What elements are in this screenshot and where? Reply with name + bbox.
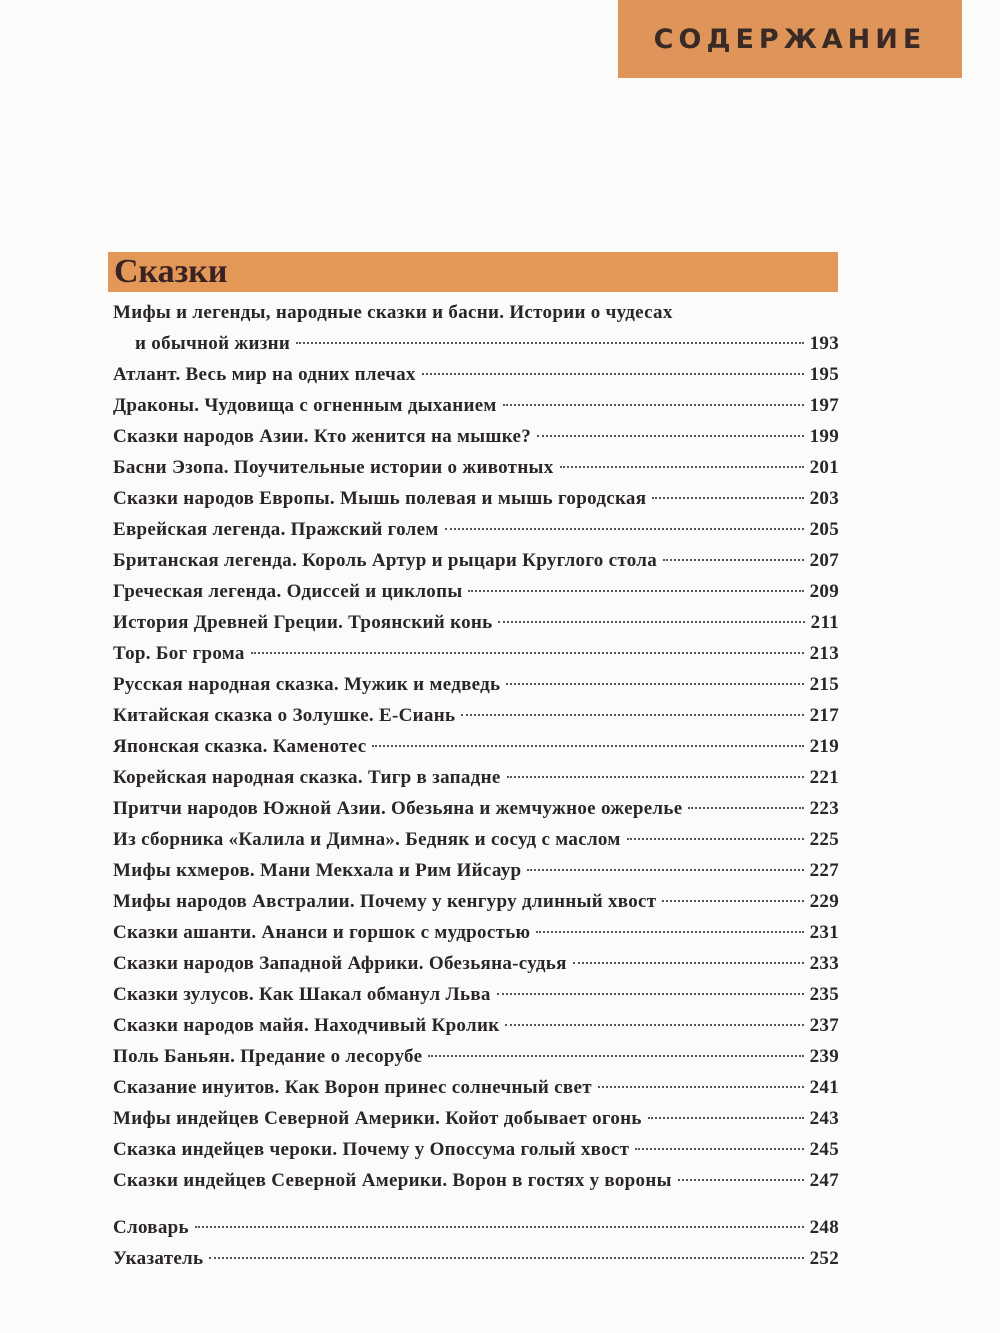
dot-leader — [497, 993, 804, 995]
toc-entry-title: Атлант. Весь мир на одних плечах — [113, 364, 416, 385]
toc-entry-page: 245 — [809, 1139, 839, 1160]
toc-entry[interactable] — [113, 390, 839, 421]
toc-entry-title: Сказки индейцев Северной Америки. Ворон в гостях у вороны — [113, 1170, 672, 1191]
toc-entry-page: 195 — [809, 364, 839, 385]
dot-leader — [461, 714, 803, 716]
toc-entry-page: 231 — [809, 922, 839, 943]
toc-entry[interactable] — [113, 545, 839, 576]
toc-entry-line: Мифы и легенды, народные сказки и басни. Истории о чудесах — [113, 302, 673, 323]
toc-entry-page: 219 — [809, 736, 839, 757]
toc-entry-page: 221 — [809, 767, 839, 788]
dot-leader — [372, 745, 803, 747]
toc-entry-title: Греческая легенда. Одиссей и циклопы — [113, 581, 463, 602]
dot-leader — [678, 1179, 804, 1181]
toc-entry-page: 209 — [809, 581, 839, 602]
dot-leader — [663, 559, 804, 561]
toc-entry-title: Сказки народов майя. Находчивый Кролик — [113, 1015, 500, 1036]
toc-entry-page: 235 — [809, 984, 839, 1005]
toc-entry-title: и обычной жизни — [135, 333, 291, 354]
dot-leader — [635, 1148, 803, 1150]
toc-entry-page: 227 — [809, 860, 839, 881]
toc-entry-page: 252 — [809, 1248, 839, 1269]
dot-leader — [652, 497, 803, 499]
toc-entry-title: Из сборника «Калила и Димна». Бедняк и сосуд с маслом — [113, 829, 621, 850]
toc-entry-title: Мифы индейцев Северной Америки. Койот добывает огонь — [113, 1108, 642, 1129]
toc-entry[interactable] — [113, 762, 839, 793]
dot-leader — [527, 869, 803, 871]
contents-header — [618, 0, 962, 78]
toc-entry-page: 239 — [809, 1046, 839, 1067]
toc-entry-title: Басни Эзопа. Поучительные истории о животных — [113, 457, 554, 478]
toc-entry-page: 197 — [809, 395, 839, 416]
dot-leader — [468, 590, 803, 592]
dot-leader — [648, 1117, 804, 1119]
dot-leader — [505, 1024, 803, 1026]
toc-entry-title: Русская народная сказка. Мужик и медведь — [113, 674, 501, 695]
toc-entry-title: Мифы кхмеров. Мани Мекхала и Рим Ийсаур — [113, 860, 522, 881]
toc-entry-page: 225 — [809, 829, 839, 850]
dot-leader — [506, 683, 803, 685]
toc-entry-title: Тор. Бог грома — [113, 643, 245, 664]
toc-entry[interactable] — [113, 979, 839, 1010]
toc-entry-title: Сказки народов Азии. Кто женится на мышке? — [113, 426, 532, 447]
toc-entry[interactable] — [113, 855, 839, 886]
dot-leader — [560, 466, 804, 468]
toc-entry[interactable] — [113, 1010, 839, 1041]
toc-entry[interactable] — [113, 1072, 839, 1103]
toc-entry-title: Японская сказка. Каменотес — [113, 736, 367, 757]
toc-entry-title: Китайская сказка о Золушке. Е-Сиань — [113, 705, 456, 726]
toc-entry[interactable] — [113, 359, 839, 390]
toc-entry[interactable] — [113, 700, 839, 731]
toc-entry-page: 223 — [809, 798, 839, 819]
toc-entry[interactable] — [113, 793, 839, 824]
dot-leader — [195, 1226, 804, 1228]
dot-leader — [688, 807, 803, 809]
dot-leader — [428, 1055, 803, 1057]
toc-entry[interactable] — [113, 483, 839, 514]
toc-entry-title: Еврейская легенда. Пражский голем — [113, 519, 439, 540]
contents-title: СОДЕРЖАНИЕ — [653, 23, 927, 55]
toc-entry-title: Драконы. Чудовища с огненным дыханием — [113, 395, 497, 416]
toc-entry-title: Притчи народов Южной Азии. Обезьяна и жемчужное ожерелье — [113, 798, 683, 819]
toc-entry[interactable] — [113, 1165, 839, 1196]
toc-entry-page: 201 — [809, 457, 839, 478]
table-of-contents — [113, 297, 839, 1274]
toc-entry[interactable] — [113, 731, 839, 762]
toc-entry-title: Сказки зулусов. Как Шакал обманул Льва — [113, 984, 491, 1005]
toc-entry-title: Сказки народов Западной Африки. Обезьяна-судья — [113, 953, 567, 974]
toc-entry-page: 237 — [809, 1015, 839, 1036]
toc-entry[interactable] — [113, 1243, 839, 1274]
toc-entry[interactable] — [113, 1103, 839, 1134]
toc-entry[interactable] — [113, 607, 839, 638]
toc-entry[interactable] — [113, 1212, 839, 1243]
dot-leader — [627, 838, 804, 840]
dot-leader — [598, 1086, 804, 1088]
toc-entry-page: 193 — [809, 333, 839, 354]
toc-entry-page: 207 — [809, 550, 839, 571]
toc-entry-page: 213 — [809, 643, 839, 664]
toc-entry-page: 248 — [809, 1217, 839, 1238]
toc-entry-page: 217 — [809, 705, 839, 726]
toc-entry-page: 241 — [809, 1077, 839, 1098]
toc-entry-title: Сказание инуитов. Как Ворон принес солнечный свет — [113, 1077, 592, 1098]
toc-entry-page: 247 — [809, 1170, 839, 1191]
dot-leader — [251, 652, 804, 654]
toc-entry[interactable] — [113, 452, 839, 483]
dot-leader — [662, 900, 803, 902]
dot-leader — [573, 962, 804, 964]
dot-leader — [503, 404, 804, 406]
toc-entry[interactable] — [113, 917, 839, 948]
toc-entry[interactable] — [113, 824, 839, 855]
toc-entry[interactable] — [113, 514, 839, 545]
dot-leader — [445, 528, 804, 530]
toc-entry-page: 205 — [809, 519, 839, 540]
toc-entry-page: 203 — [809, 488, 839, 509]
toc-entry[interactable] — [113, 948, 839, 979]
toc-entry-title: Мифы народов Австралии. Почему у кенгуру длинный хвост — [113, 891, 657, 912]
toc-entry[interactable] — [113, 638, 839, 669]
toc-entry-title: Сказки народов Европы. Мышь полевая и мышь городская — [113, 488, 647, 509]
dot-leader — [296, 342, 803, 344]
toc-entry-title: Поль Баньян. Предание о лесорубе — [113, 1046, 423, 1067]
dot-leader — [507, 776, 804, 778]
toc-entry[interactable] — [113, 886, 839, 917]
dot-leader — [537, 435, 804, 437]
toc-entry-title: История Древней Греции. Троянский конь — [113, 612, 493, 633]
toc-entry-title: Сказки ашанти. Ананси и горшок с мудростью — [113, 922, 531, 943]
section-title: Сказки — [114, 253, 228, 290]
dot-leader — [498, 621, 804, 623]
dot-leader — [536, 931, 803, 933]
toc-entry-page: 233 — [809, 953, 839, 974]
dot-leader — [209, 1257, 803, 1259]
toc-entry-page: 215 — [809, 674, 839, 695]
toc-entry-title: Британская легенда. Король Артур и рыцари Круглого стола — [113, 550, 658, 571]
toc-entry[interactable] — [113, 1134, 839, 1165]
toc-entry-page: 229 — [809, 891, 839, 912]
section-bar — [108, 252, 838, 292]
toc-entry[interactable] — [113, 669, 839, 700]
toc-entry-title: Словарь — [113, 1217, 189, 1238]
toc-entry[interactable] — [113, 576, 839, 607]
toc-entry[interactable] — [113, 1041, 839, 1072]
toc-entry-title: Корейская народная сказка. Тигр в западне — [113, 767, 501, 788]
toc-entry-page: 211 — [810, 612, 839, 633]
toc-entry-title: Указатель — [113, 1248, 204, 1269]
toc-entry-title: Сказка индейцев чероки. Почему у Опоссума голый хвост — [113, 1139, 630, 1160]
toc-entry[interactable] — [113, 328, 839, 359]
dot-leader — [422, 373, 804, 375]
toc-entry[interactable] — [113, 421, 839, 452]
toc-entry-page: 243 — [809, 1108, 839, 1129]
toc-entry-page: 199 — [809, 426, 839, 447]
